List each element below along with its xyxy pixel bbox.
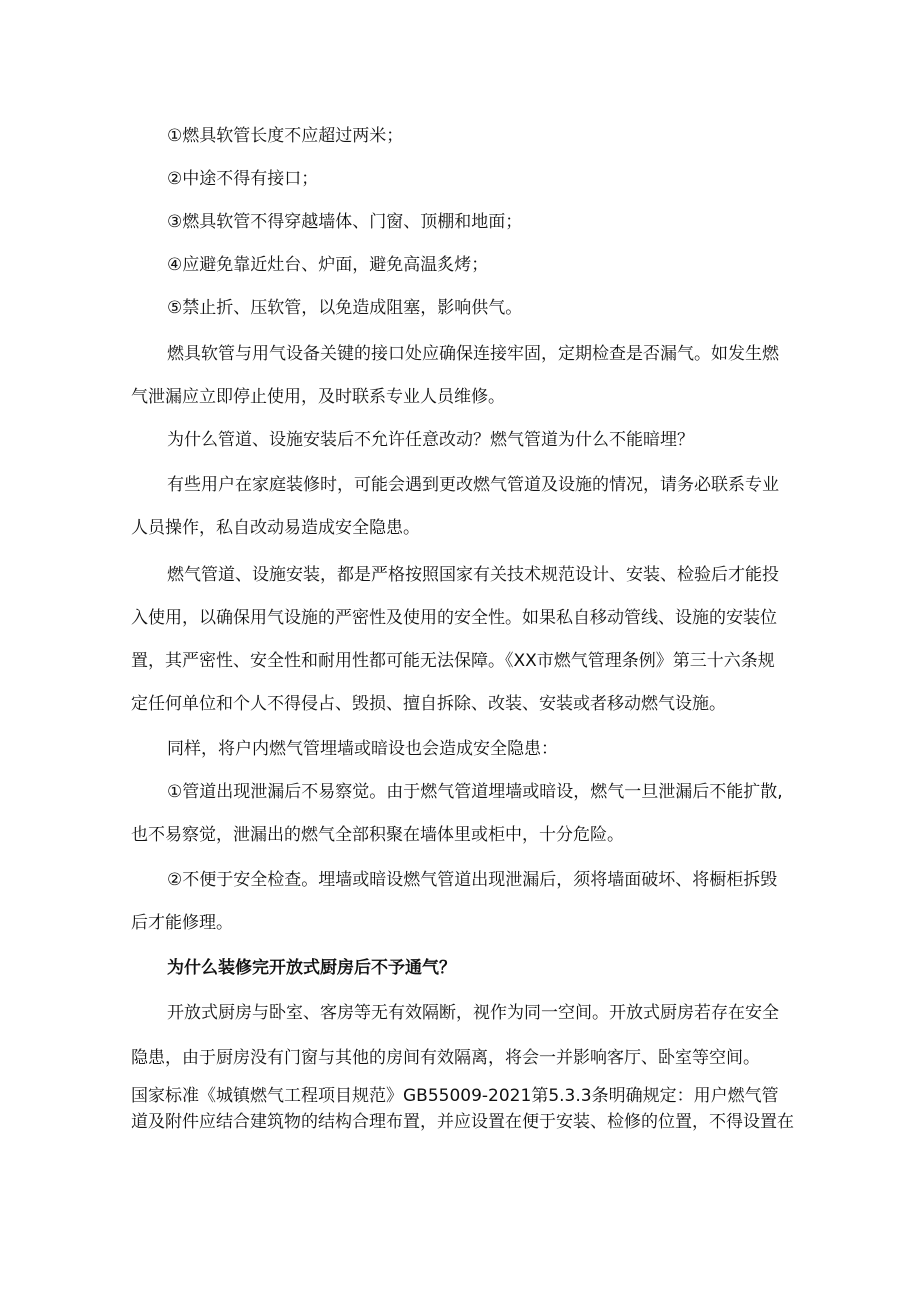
installation-paragraph-line-4: 定任何单位和个人不得侵占、毁损、擅自拆除、改装、安装或者移动燃气设施。	[131, 694, 726, 714]
installation-paragraph-line-1: 燃气管道、设施安装，都是严格按照国家有关技术规范设计、安装、检验后才能投	[167, 565, 779, 585]
concealed-pipe-intro: 同样，将户内燃气管埋墙或暗设也会造成安全隐患：	[167, 739, 558, 759]
concealed-risk-2-line-1: ②不便于安全检查。埋墙或暗设燃气管道出现泄漏后，须将墙面破坏、将橱柜拆毁	[167, 870, 778, 890]
hose-rule-1: ①燃具软管长度不应超过两米；	[167, 126, 404, 146]
open-kitchen-paragraph-line-1: 开放式厨房与卧室、客房等无有效隔断，视作为同一空间。开放式厨房若存在安全	[167, 1003, 779, 1023]
hose-connection-paragraph-line-2: 气泄漏应立即停止使用，及时联系专业人员维修。	[131, 387, 505, 407]
standard-paragraph-line-1: 国家标准《城镇燃气工程项目规范》GB55009-2021第5.3.3条明确规定：用户燃气管	[131, 1086, 779, 1106]
renovation-paragraph-line-2: 人员操作，私自改动易造成安全隐患。	[131, 518, 420, 538]
hose-connection-paragraph-line-1: 燃具软管与用气设备关键的接口处应确保连接牢固，定期检查是否漏气。如发生燃	[167, 344, 779, 364]
installation-paragraph-line-3: 置，其严密性、安全性和耐用性都可能无法保障。《XX市燃气管理条例》第三十六条规	[131, 651, 775, 671]
concealed-risk-2-line-2: 后才能修理。	[131, 913, 233, 933]
question-heading-open-kitchen: 为什么装修完开放式厨房后不予通气？	[167, 958, 456, 978]
hose-rule-4: ④应避免靠近灶台、炉面，避免高温炙烤；	[167, 255, 489, 275]
question-heading-modification: 为什么管道、设施安装后不允许任意改动？燃气管道为什么不能暗埋？	[167, 430, 694, 450]
renovation-paragraph-line-1: 有些用户在家庭装修时，可能会遇到更改燃气管道及设施的情况，请务必联系专业	[167, 475, 779, 495]
hose-rule-3: ③燃具软管不得穿越墙体、门窗、顶棚和地面；	[167, 212, 523, 232]
concealed-risk-1-line-2: 也不易察觉，泄漏出的燃气全部积聚在墙体里或柜中，十分危险。	[131, 825, 624, 845]
hose-rule-2: ②中途不得有接口；	[167, 169, 319, 189]
installation-paragraph-line-2: 入使用，以确保用气设施的严密性及使用的安全性。如果私自移动管线、设施的安装位	[131, 608, 777, 628]
concealed-risk-1-line-1: ①管道出现泄漏后不易察觉。由于燃气管道埋墙或暗设，燃气一旦泄漏后不能扩散,	[167, 782, 783, 802]
standard-paragraph-line-2: 道及附件应结合建筑物的结构合理布置，并应设置在便于安装、检修的位置，不得设置在	[131, 1112, 794, 1132]
hose-rule-5: ⑤禁止折、压软管，以免造成阻塞，影响供气。	[167, 298, 523, 318]
open-kitchen-paragraph-line-2: 隐患，由于厨房没有门窗与其他的房间有效隔离，将会一并影响客厅、卧室等空间。	[131, 1048, 760, 1068]
